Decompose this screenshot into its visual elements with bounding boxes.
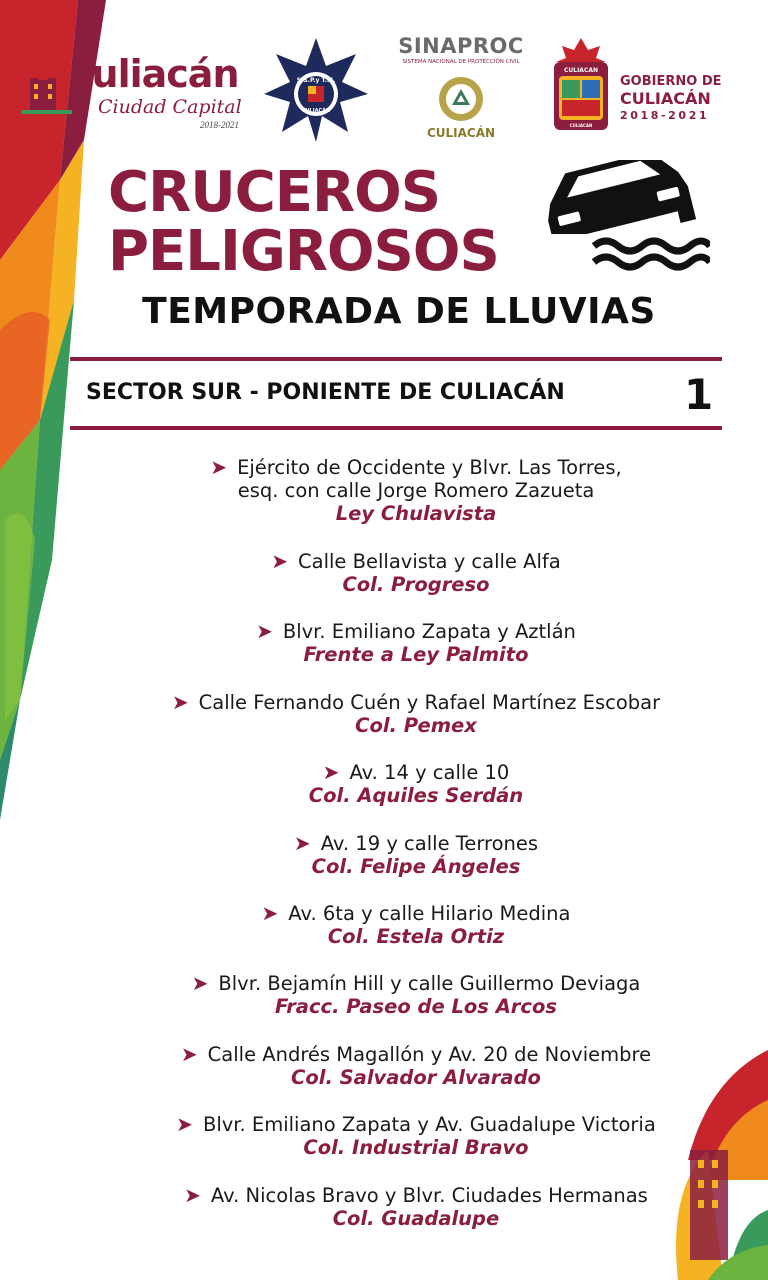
crossing-colony: Col. Industrial Bravo bbox=[303, 1136, 529, 1160]
divider-bottom bbox=[70, 426, 722, 430]
crossing-street: Calle Fernando Cuén y Rafael Martínez Escobar bbox=[198, 690, 661, 714]
crossings-list bbox=[96, 456, 736, 1254]
svg-text:CULIACÁN: CULIACÁN bbox=[301, 108, 331, 114]
svg-text:CULIACAN: CULIACAN bbox=[569, 123, 593, 128]
crossing-street: Ejército de Occidente y Blvr. Las Torres, bbox=[237, 456, 622, 479]
crossing-colony: Frente a Ley Palmito bbox=[303, 643, 529, 667]
list-item bbox=[96, 972, 736, 1042]
divider-top bbox=[70, 357, 722, 361]
crossing-colony: Col. Progreso bbox=[342, 573, 490, 596]
flooded-car-icon bbox=[538, 160, 710, 280]
chevron-right-icon: ➤ bbox=[261, 900, 279, 925]
logos-header bbox=[0, 0, 768, 150]
sinaproc-name: SINAPROC bbox=[398, 34, 524, 58]
title-line-1: CRUCEROS bbox=[108, 160, 441, 225]
chevron-right-icon: ➤ bbox=[210, 455, 228, 479]
list-item bbox=[96, 550, 736, 620]
crossing-street: Av. Nicolas Bravo y Blvr. Ciudades Hermanas bbox=[210, 1183, 648, 1207]
chevron-right-icon: ➤ bbox=[191, 971, 209, 996]
civil-protection-icon bbox=[436, 74, 486, 124]
subtitle: TEMPORADA DE LLUVIAS bbox=[142, 291, 656, 332]
crossing-colony: Col. Aquiles Serdán bbox=[308, 784, 524, 808]
culiacan-ciudad-capital-logo bbox=[22, 52, 247, 132]
crossing-street: Av. 14 y calle 10 bbox=[349, 761, 510, 785]
crossing-street: Blvr. Emiliano Zapata y Aztlán bbox=[282, 620, 576, 644]
chevron-right-icon: ➤ bbox=[184, 1182, 201, 1207]
ciudad-capital-text: Ciudad Capital bbox=[98, 96, 242, 118]
list-item bbox=[96, 691, 736, 761]
crossing-street: Blvr. Emiliano Zapata y Av. Guadalupe Victoria bbox=[202, 1113, 656, 1137]
chevron-right-icon: ➤ bbox=[171, 689, 189, 714]
list-item bbox=[96, 902, 736, 972]
svg-text:S.S.P.y T.M.: S.S.P.y T.M. bbox=[296, 77, 336, 84]
list-item bbox=[96, 1113, 736, 1183]
sinaproc-logo bbox=[382, 34, 540, 144]
sinaproc-tagline: SISTEMA NACIONAL DE PROTECCIÓN CIVIL bbox=[402, 59, 520, 65]
chevron-right-icon: ➤ bbox=[256, 619, 273, 644]
crossing-colony: Fracc. Paseo de Los Arcos bbox=[275, 995, 557, 1019]
title-line-2: PELIGROSOS bbox=[108, 219, 499, 284]
crossing-street: Av. 19 y calle Terrones bbox=[320, 831, 539, 855]
crossing-street: Calle Andrés Magallón y Av. 20 de Noviembre bbox=[207, 1042, 652, 1066]
list-item bbox=[96, 761, 736, 831]
list-item bbox=[96, 1184, 736, 1254]
crossing-colony: Col. Salvador Alvarado bbox=[291, 1065, 541, 1089]
police-badge-logo bbox=[262, 36, 370, 144]
sector-number: 1 bbox=[684, 370, 714, 419]
gobierno-line1: GOBIERNO DE bbox=[620, 74, 722, 89]
chevron-right-icon: ➤ bbox=[322, 760, 340, 785]
list-item bbox=[96, 832, 736, 902]
crossing-street: Blvr. Bejamín Hill y calle Guillermo Deviaga bbox=[218, 972, 641, 996]
crossing-colony: Col. Felipe Ángeles bbox=[311, 854, 521, 878]
crossing-street-line2: esq. con calle Jorge Romero Zazueta bbox=[237, 479, 595, 502]
crossing-colony: Col. Estela Ortiz bbox=[327, 924, 505, 948]
crossing-colony: Col. Guadalupe bbox=[332, 1206, 500, 1230]
crossing-street: Av. 6ta y calle Hilario Medina bbox=[288, 901, 571, 925]
city-building-icon bbox=[22, 64, 72, 114]
list-item bbox=[96, 456, 736, 550]
crossing-colony: Ley Chulavista bbox=[335, 502, 497, 525]
coat-of-arms-icon bbox=[550, 36, 612, 136]
gobierno-line2: CULIACÁN bbox=[620, 89, 711, 108]
list-item bbox=[96, 620, 736, 690]
crossing-street: Calle Bellavista y calle Alfa bbox=[298, 550, 561, 573]
crossing-colony: Col. Pemex bbox=[355, 713, 477, 737]
gobierno-years: 2018-2021 bbox=[620, 109, 710, 122]
chevron-right-icon: ➤ bbox=[271, 549, 289, 573]
svg-text:CULIACAN: CULIACAN bbox=[563, 67, 599, 74]
list-item bbox=[96, 1043, 736, 1113]
culiacan-years-text: 2018-2021 bbox=[200, 120, 239, 130]
chevron-right-icon: ➤ bbox=[176, 1112, 193, 1137]
chevron-right-icon: ➤ bbox=[180, 1041, 198, 1066]
culiacan-brand-text: culiacán bbox=[70, 52, 239, 96]
chevron-right-icon: ➤ bbox=[293, 830, 311, 855]
gobierno-culiacan-logo bbox=[550, 36, 750, 136]
sinaproc-city: CULIACÁN bbox=[426, 126, 496, 140]
sector-label: SECTOR SUR - PONIENTE DE CULIACÁN bbox=[86, 380, 565, 405]
